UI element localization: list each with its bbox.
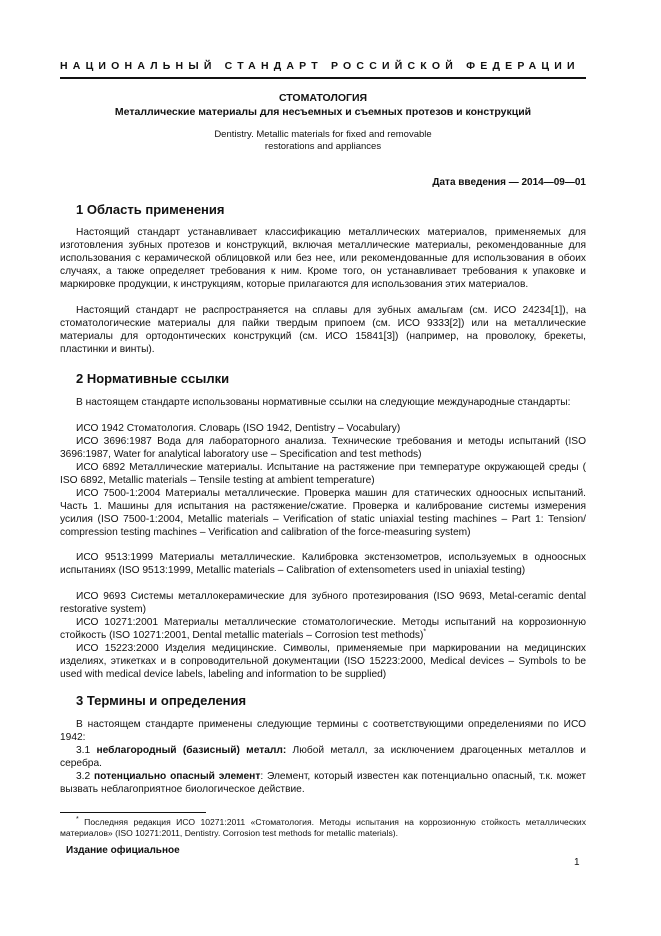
ref-iso-9693: ИСО 9693 Системы металлокерамические для зубного протезирования (ISO 9693, Metal-ceramic dental restorative system) — [60, 591, 586, 615]
ref-iso-3696: ИСО 3696:1987 Вода для лабораторного анализа. Технические требования и методы испытаний (ISO 3696:1987, Water for analytical laboratory use – Specification and test methods) — [60, 436, 586, 460]
standard-banner: НАЦИОНАЛЬНЫЙ СТАНДАРТ РОССИЙСКОЙ ФЕДЕРАЦИИ — [60, 60, 580, 72]
ref-iso-1942: ИСО 1942 Стоматология. Словарь (ISO 1942, Dentistry – Vocabulary) — [76, 423, 401, 434]
footnote-rule — [60, 812, 206, 813]
ref-iso-10271: ИСО 10271:2001 Материалы металлические стоматологические. Методы испытаний на коррозионную стойкость (ISO 10271:2001, Dental metallic materials – Corrosion test methods)* — [60, 617, 586, 641]
term-3-1: 3.1 неблагородный (базисный) металл: Любой металл, за исключением драгоценных металлов и серебра. — [60, 745, 586, 769]
section-1-paragraph-2: Настоящий стандарт не распространяется на сплавы для зубных амальгам (см. ИСО 24234[1]), на стоматологические материалы для пайки твердым припоем (см. ИСО 9333[2]) или на металлические материалы для ортодонтических конструкций (см. ИСО 15841[3]) (например, на проволоку, брекеты, пластинки и винты). — [60, 305, 586, 355]
edition-label: Издание официальное — [66, 845, 180, 856]
ref-iso-9513: ИСО 9513:1999 Материалы металлические. Калибровка экстензометров, используемых в одноосных испытаниях (ISO 9513:1999, Metallic materials – Calibration of extensometers used in uniaxial testing) — [60, 552, 586, 576]
term-3-2-name: потенциально опасный элемент — [94, 771, 261, 782]
section-1-heading: 1 Область применения — [76, 202, 225, 217]
section-2-intro: В настоящем стандарте использованы нормативные ссылки на следующие международные стандарты: — [76, 397, 571, 408]
term-3-1-name: неблагородный (базисный) металл: — [96, 745, 287, 756]
ref-iso-15223: ИСО 15223:2000 Изделия медицинские. Символы, применяемые при маркировании на медицинских изделиях, этикетках и в сопроводительной документации (ISO 15223:2000, Medical devices – Symbols to be used with medical device labels, labeling and information to be supplied) — [60, 643, 586, 680]
section-1-paragraph-1: Настоящий стандарт устанавливает классификацию металлических материалов, применяемых для изготовления зубных протезов и конструкций, включая металлические материалы, рекомендованные для использования с керамической облицовкой или без нее, или рекомендованные для использования в обоих случаях, а также определяет требования к ним. Кроме того, он устанавливает требования к упаковке и маркировке продукции, к инструкциям, которые прилагаются для использования этих материалов. — [60, 227, 586, 290]
ref-iso-6892: ИСО 6892 Металлические материалы. Испытание на растяжение при температуре окружающей среды ( ISO 6892, Metallic materials – Tensile testing at ambient temperature) — [60, 462, 586, 486]
page-number: 1 — [574, 857, 580, 868]
footnote: * Последняя редакция ИСО 10271:2011 «Стоматология. Методы испытания на коррозионную стойкость металлических материалов» (ISO 10271:2011, Dentistry. Corrosion test methods for metallic materials). — [60, 816, 586, 838]
introduction-date: Дата введения — 2014—09—01 — [432, 177, 586, 188]
footnote-reference: * — [423, 628, 427, 636]
document-title: СТОМАТОЛОГИЯ — [278, 92, 368, 104]
section-3-intro: В настоящем стандарте применены следующие термины с соответствующими определениями по ИСО 1942: — [60, 719, 586, 743]
section-2-heading: 2 Нормативные ссылки — [76, 371, 230, 386]
section-3-heading: 3 Термины и определения — [76, 693, 247, 708]
english-title-line2: restorations and appliances — [264, 141, 382, 152]
term-3-2: 3.2 потенциально опасный элемент: Элемент, который известен как потенциально опасный, т.к. может вызвать неблагоприятное биологическое действие. — [60, 771, 586, 795]
footnote-mark: * — [76, 816, 79, 824]
english-title-line1: Dentistry. Metallic materials for fixed and removable — [214, 129, 432, 140]
ref-iso-7500-1: ИСО 7500-1:2004 Материалы металлические. Проверка машин для статических одноосных испытаний. Часть 1. Машины для испытания на растяжение/сжатие. Проверка и калибрование системы измерения усилия (ISO 7500-1:2004, Metallic materials – Verification of static uniaxial testing machines – Part 1: Tension/ compression testing machines – Verification and calibration of the force-measuring system) — [60, 488, 586, 538]
header-rule — [60, 77, 586, 79]
document-subtitle: Металлические материалы для несъемных и съемных протезов и конструкций — [114, 106, 532, 118]
